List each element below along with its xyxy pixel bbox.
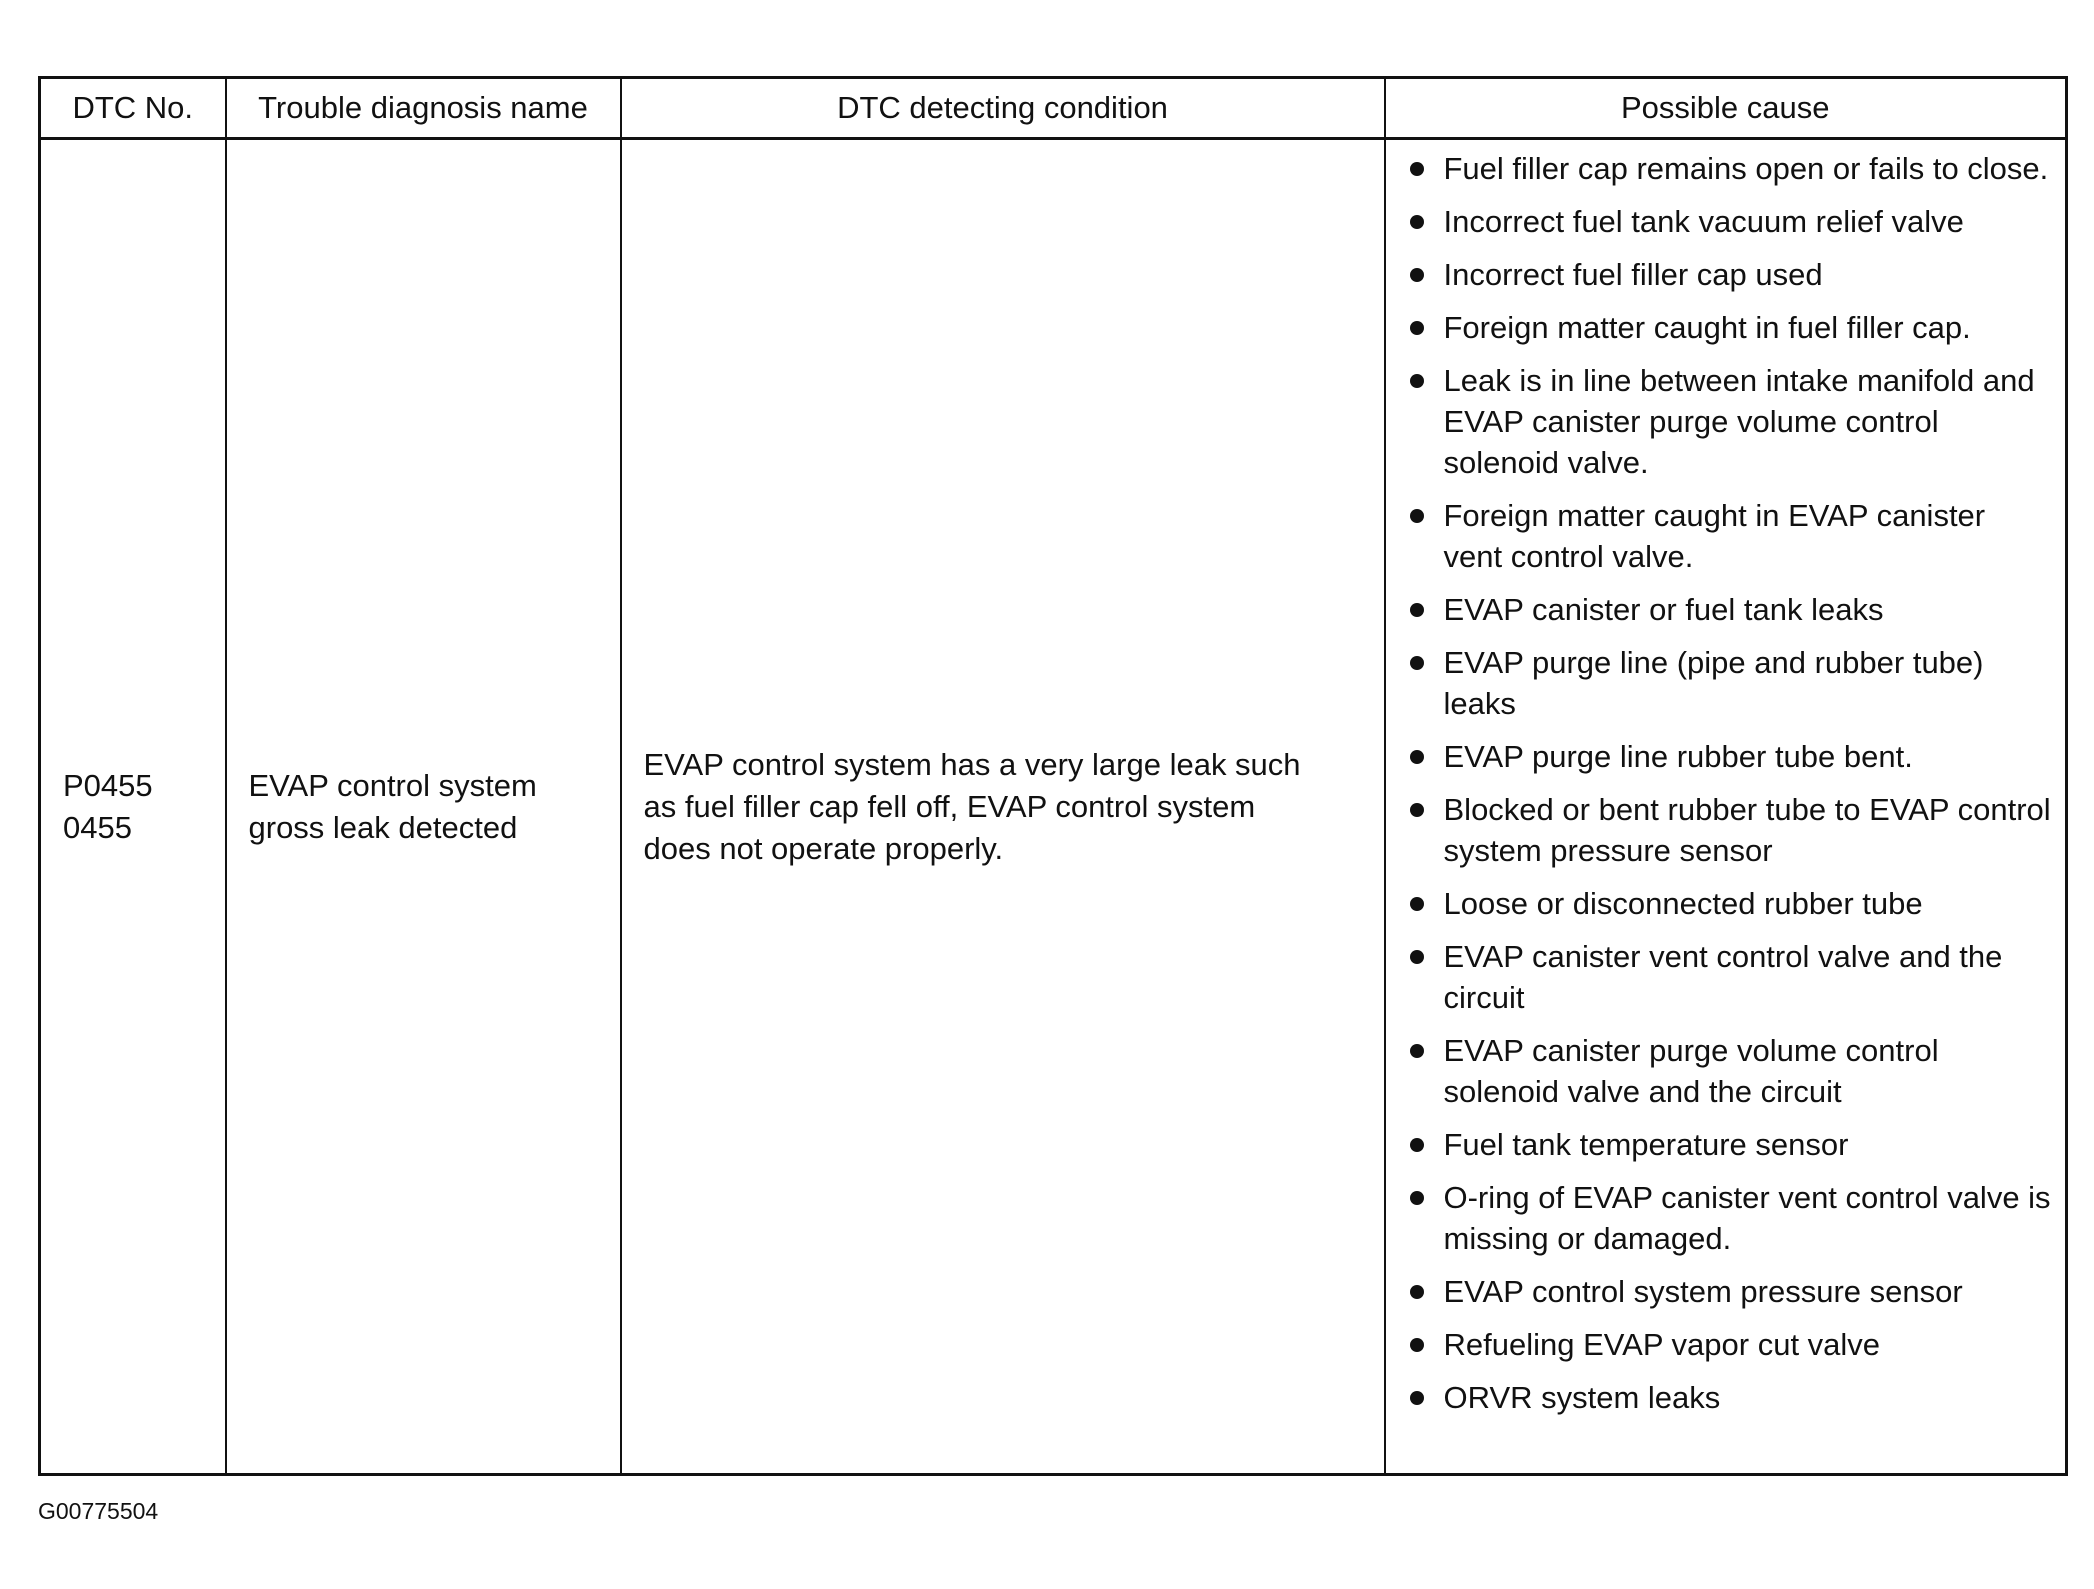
header-possible-cause: Possible cause (1385, 78, 2067, 139)
cause-text: EVAP canister or fuel tank leaks (1443, 592, 1884, 627)
bullet-icon (1410, 1391, 1424, 1405)
list-item (1406, 1377, 2052, 1418)
list-item (1406, 589, 2052, 630)
bullet-icon (1410, 1138, 1424, 1152)
cause-text: EVAP canister purge volume control solenoid valve and the circuit (1443, 1033, 1939, 1109)
bullet-icon (1410, 603, 1424, 617)
detecting-condition-line: does not operate properly. (643, 830, 1004, 866)
possible-cause-cell (1385, 139, 2067, 1475)
bullet-icon (1410, 897, 1424, 911)
bullet-icon (1410, 374, 1424, 388)
possible-cause-list (1406, 148, 2052, 1418)
cause-text: O-ring of EVAP canister vent control valve is missing or damaged. (1443, 1180, 2051, 1256)
cause-text: Fuel tank temperature sensor (1443, 1127, 1849, 1162)
bullet-icon (1410, 803, 1424, 817)
list-item (1406, 789, 2052, 871)
cause-text: EVAP control system pressure sensor (1443, 1274, 1963, 1309)
list-item (1406, 201, 2052, 242)
bullet-icon (1410, 1285, 1424, 1299)
cause-text: EVAP canister vent control valve and the circuit (1443, 939, 2003, 1015)
header-dtc-no: DTC No. (40, 78, 226, 139)
dtc-number-cell (40, 139, 226, 1475)
list-item (1406, 1124, 2052, 1165)
detecting-condition-line: as fuel filler cap fell off, EVAP control system (643, 788, 1256, 824)
bullet-icon (1410, 509, 1424, 523)
cause-text: Foreign matter caught in EVAP canister vent control valve. (1443, 498, 1986, 574)
bullet-icon (1410, 656, 1424, 670)
list-item (1406, 360, 2052, 483)
bullet-icon (1410, 215, 1424, 229)
list-item (1406, 936, 2052, 1018)
cause-text: Incorrect fuel tank vacuum relief valve (1443, 204, 1964, 239)
bullet-icon (1410, 750, 1424, 764)
list-item (1406, 1177, 2052, 1259)
diagnosis-name-cell (226, 139, 621, 1475)
list-item (1406, 736, 2052, 777)
bullet-icon (1410, 321, 1424, 335)
detecting-condition-line: EVAP control system has a very large leak such (643, 746, 1301, 782)
list-item (1406, 307, 2052, 348)
cause-text: EVAP purge line rubber tube bent. (1443, 739, 1913, 774)
dtc-number-line: P0455 (63, 767, 153, 803)
list-item (1406, 1324, 2052, 1365)
bullet-icon (1410, 1044, 1424, 1058)
cause-text: Refueling EVAP vapor cut valve (1443, 1327, 1881, 1362)
bullet-icon (1410, 1338, 1424, 1352)
cause-text: Blocked or bent rubber tube to EVAP control system pressure sensor (1443, 792, 2051, 868)
dtc-number-line: 0455 (63, 809, 132, 845)
table-row (40, 139, 2067, 1475)
cause-text: Foreign matter caught in fuel filler cap. (1443, 310, 1971, 345)
cause-text: EVAP purge line (pipe and rubber tube) leaks (1443, 645, 1984, 721)
list-item (1406, 148, 2052, 189)
list-item (1406, 642, 2052, 724)
list-item (1406, 254, 2052, 295)
dtc-table (38, 76, 2068, 1476)
cause-text: Loose or disconnected rubber tube (1443, 886, 1923, 921)
list-item (1406, 883, 2052, 924)
cause-text: Fuel filler cap remains open or fails to close. (1443, 151, 2049, 186)
detecting-condition-cell (621, 139, 1385, 1475)
cause-text: Leak is in line between intake manifold and EVAP canister purge volume control solenoid valve. (1443, 363, 2035, 480)
list-item (1406, 495, 2052, 577)
header-trouble-diagnosis-name: Trouble diagnosis name (226, 78, 621, 139)
figure-id-label: G00775504 (38, 1498, 159, 1524)
bullet-icon (1410, 950, 1424, 964)
diagnosis-name-line: EVAP control system (248, 767, 537, 803)
bullet-icon (1410, 268, 1424, 282)
diagnosis-name-line: gross leak detected (248, 809, 518, 845)
table-header-row (40, 78, 2067, 139)
cause-text: ORVR system leaks (1443, 1380, 1721, 1415)
cause-text: Incorrect fuel filler cap used (1443, 257, 1823, 292)
bullet-icon (1410, 1191, 1424, 1205)
list-item (1406, 1030, 2052, 1112)
bullet-icon (1410, 162, 1424, 176)
header-dtc-detecting-condition: DTC detecting condition (621, 78, 1385, 139)
list-item (1406, 1271, 2052, 1312)
